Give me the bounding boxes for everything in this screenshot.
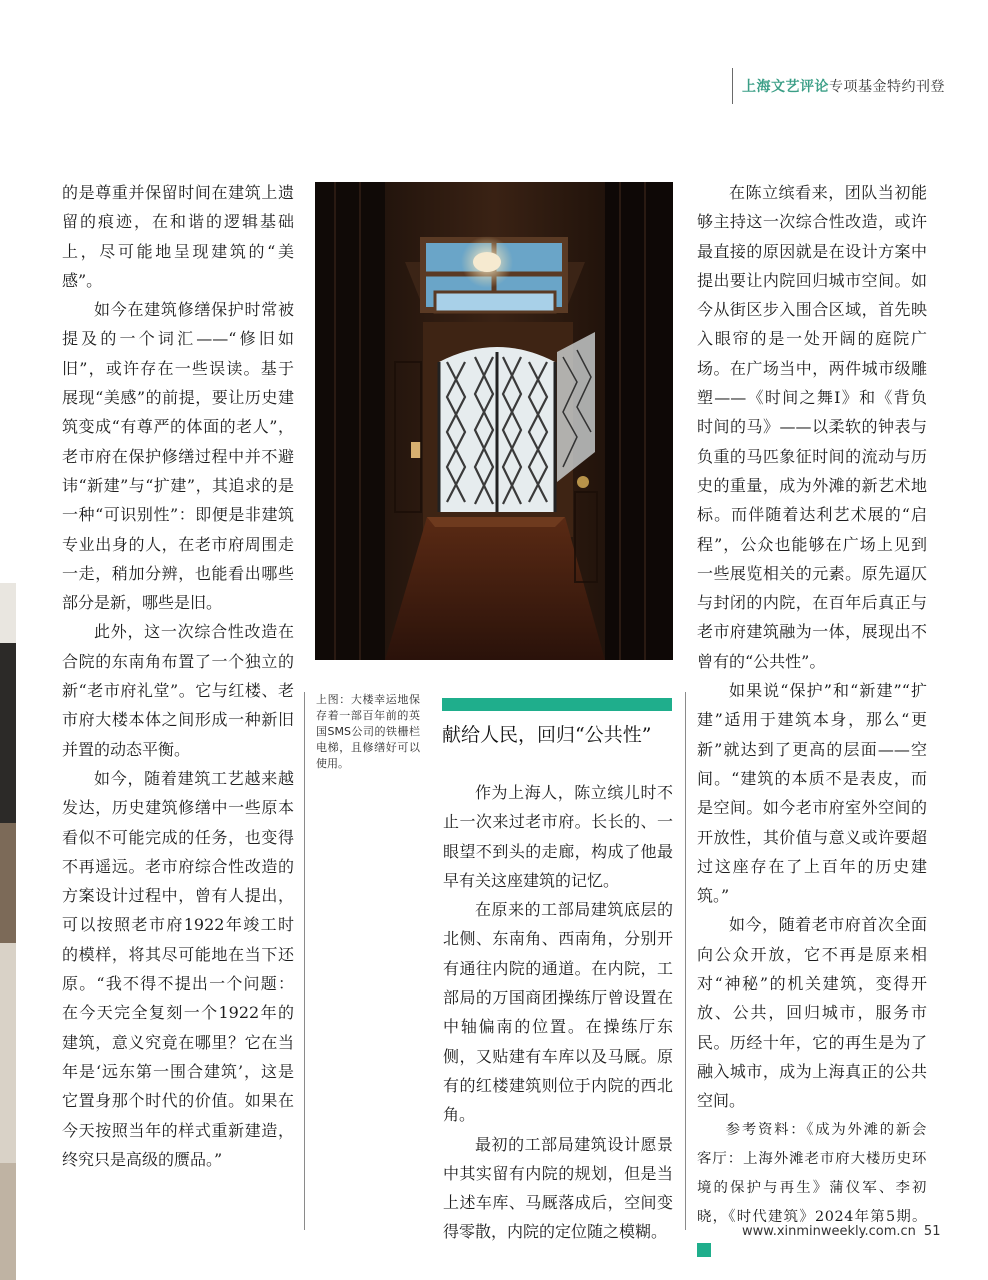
paragraph: 在原来的工部局建筑底层的北侧、东南角、西南角，分别开有通往内院的通道。在内院，工部局的万国商团操练厅曾设置在中轴偏南的位置。在操练厅东侧，又贴建有车库以及马厩。原有的红楼建筑则位于内院的西北角。: [443, 900, 673, 1125]
middle-column: [443, 778, 673, 1247]
paragraph: 如今，随着老市府首次全面向公众开放，它不再是原来相对“神秘”的机关建筑，变得开放、公共，回归城市，服务市民。历经十年，它的再生是为了融入城市，成为上海真正的公共空间。: [697, 915, 927, 1111]
references-text: 参考资料：《成为外滩的新会客厅：上海外滩老市府大楼历史环境的保护与再生》蒲仪军、李初晓，《时代建筑》2024年第5期。: [697, 1121, 927, 1226]
paragraph: 如果说“保护”和“新建”“扩建”适用于建筑本身，那么“更新”就达到了更高的层面——空间。“建筑的本质不是表皮，而是空间。如今老市府室外空间的开放性，其价值与意义或许要超过这座存在了上百年的历史建筑。”: [697, 681, 927, 906]
paragraph: 的是尊重并保留时间在建筑上遗留的痕迹，在和谐的逻辑基础上，尽可能地呈现建筑的“美感”。: [62, 183, 294, 290]
paragraph: 如今在建筑修缮保护时常被提及的一个词汇——“修旧如旧”，或许存在一些误读。基于展现“美感”的前提，要让历史建筑变成“有尊严的体面的老人”，老市府在保护修缮过程中并不避讳“新建”与“扩建”，其追求的是一种“可识别性”：即便是非建筑专业出身的人，在老市府周围走一走，稍加分辨，也能看出哪些部分是新，哪些是旧。: [62, 300, 294, 613]
header-tag: [742, 76, 945, 96]
elevator-photo: [315, 182, 673, 660]
section-title: 献给人民，回归“公共性”: [442, 724, 652, 746]
paragraph: 作为上海人，陈立缤儿时不止一次来过老市府。长长的、一眼望不到头的走廊，构成了他最早有关这座建筑的记忆。: [443, 783, 673, 890]
end-mark-icon: 民: [697, 1243, 711, 1257]
header-series: 上海文艺评论: [742, 79, 829, 95]
right-column: [697, 178, 927, 1262]
page-number: 51: [923, 1224, 941, 1239]
paragraph: 在陈立缤看来，团队当初能够主持这一次综合性改造，或许最直接的原因就是在设计方案中提出要让内院回归城市空间。如今从街区步入围合区域，首先映入眼帘的是一处开阔的庭院广场。在广场当中，两件城市级雕塑——《时间之舞Ⅰ》和《背负时间的马》——以柔软的钟表与负重的马匹象征时间的流动与历史的重量，成为外滩的新艺术地标。而伴随着达利艺术展的“启程”，公众也能够在广场上见到一些展览相关的元素。原先逼仄与封闭的内院，在百年后真正与老市府建筑融为一体，展现出不曾有的“公共性”。: [697, 183, 927, 671]
paragraph: 如今，随着建筑工艺越来越发达，历史建筑修缮中一些原本看似不可能完成的任务，也变得不再遥远。老市府综合性改造的方案设计过程中，曾有人提出，可以按照老市府1922年竣工时的模样，将其尽可能地在当下还原。“我不得不提出一个问题：在今天完全复刻一个1922年的建筑，意义究竟在哪里？它在当年是‘远东第一围合建筑’，这是它置身那个时代的价值。如果在今天按照当年的样式重新建造，终究只是高级的赝品。”: [62, 768, 294, 1169]
photo-caption: 上图：大楼幸运地保存着一部百年前的英国SMS公司的铁栅栏电梯，且修缮好可以使用。: [316, 693, 420, 770]
header-divider: [732, 68, 733, 104]
left-column: [62, 178, 294, 1174]
paragraph: 此外，这一次综合性改造在合院的东南角布置了一个独立的新“老市府礼堂”。它与红楼、老市府大楼本体之间形成一种新旧并置的动态平衡。: [62, 622, 294, 759]
column-divider: [304, 692, 305, 1230]
footer-url: www.xinminweekly.com.cn: [742, 1224, 916, 1239]
header-tagline: 专项基金特约刊登: [829, 79, 945, 95]
references: [697, 1116, 927, 1262]
footer: [742, 1224, 940, 1239]
edge-photo-fragment: [0, 583, 16, 1280]
paragraph: 最初的工部局建筑设计愿景中其实留有内院的规划，但是当上述车库、马厩落成后，空间变得零散，内院的定位随之模糊。: [443, 1134, 673, 1242]
column-divider: [685, 692, 686, 1230]
section-accent-bar: [442, 698, 672, 711]
